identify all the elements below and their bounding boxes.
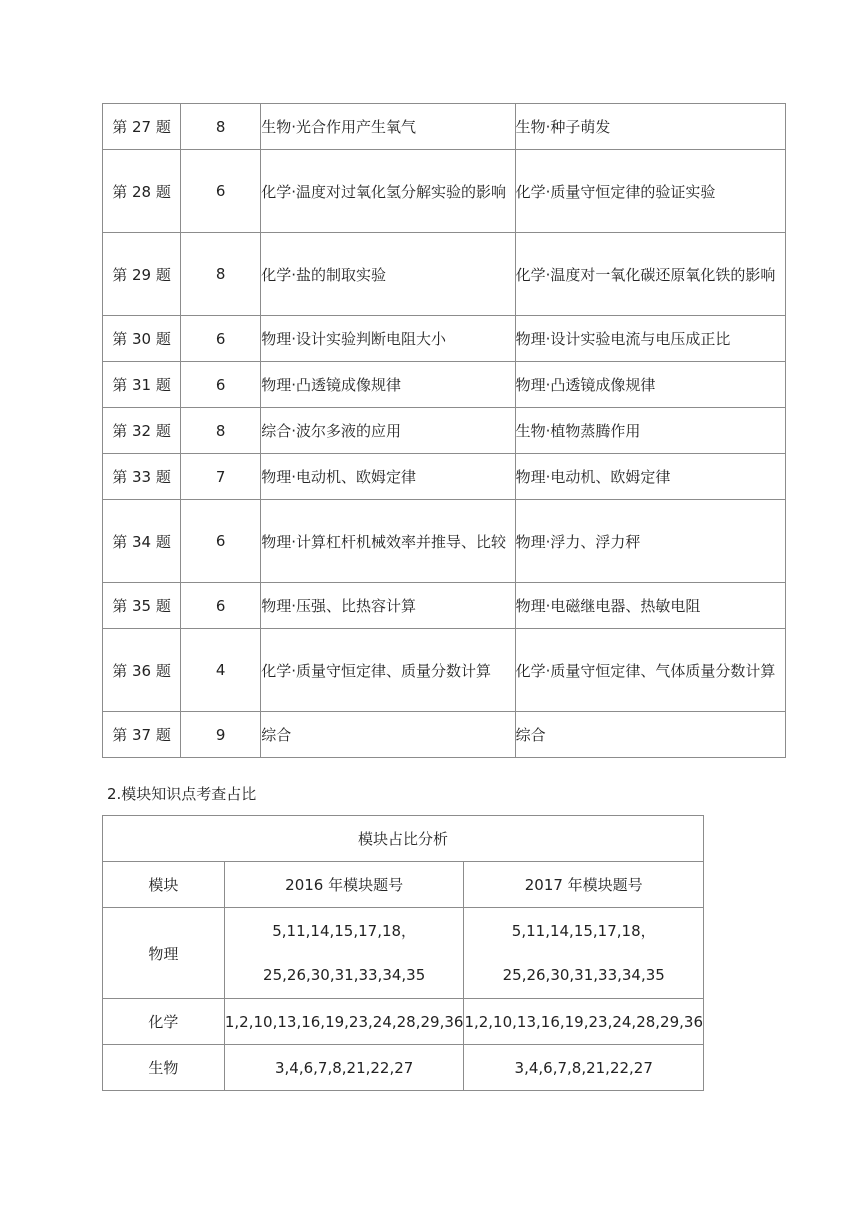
- topic-2016: 综合: [261, 712, 515, 758]
- table-row: [103, 454, 786, 500]
- question-number: 第 29 题: [103, 233, 181, 316]
- column-header-2016: 2016 年模块题号: [224, 862, 464, 908]
- table-row: [103, 104, 786, 150]
- score: 6: [181, 500, 261, 583]
- table-row: [103, 908, 704, 999]
- topic-2017: 化学·温度对一氧化碳还原氧化铁的影响: [515, 233, 785, 316]
- topic-2017: 生物·植物蒸腾作用: [515, 408, 785, 454]
- topic-2017: 化学·质量守恒定律、气体质量分数计算: [515, 629, 785, 712]
- table-row: [103, 1045, 704, 1091]
- numbers-line: 25,26,30,31,33,34,35: [502, 966, 665, 984]
- module-name: 物理: [103, 908, 225, 999]
- question-numbers-2016: [224, 908, 464, 999]
- topic-2017: 物理·浮力、浮力秤: [515, 500, 785, 583]
- table-title: 模块占比分析: [103, 816, 704, 862]
- table-row: [103, 583, 786, 629]
- numbers-line: 5,11,14,15,17,18，: [511, 922, 656, 940]
- topic-2016: 化学·温度对过氧化氢分解实验的影响: [261, 150, 515, 233]
- table-header-row: [103, 862, 704, 908]
- topic-2017: 生物·种子萌发: [515, 104, 785, 150]
- questions-table: [102, 103, 786, 758]
- table-row: [103, 629, 786, 712]
- topic-2016: 化学·质量守恒定律、质量分数计算: [261, 629, 515, 712]
- table-row: [103, 362, 786, 408]
- table-title-row: [103, 816, 704, 862]
- score: 6: [181, 362, 261, 408]
- table-row: [103, 999, 704, 1045]
- numbers-line: 5,11,14,15,17,18，: [272, 922, 417, 940]
- question-number: 第 33 题: [103, 454, 181, 500]
- question-number: 第 34 题: [103, 500, 181, 583]
- topic-2016: 化学·盐的制取实验: [261, 233, 515, 316]
- score: 6: [181, 583, 261, 629]
- table-row: [103, 712, 786, 758]
- score: 8: [181, 104, 261, 150]
- table-row: [103, 408, 786, 454]
- question-number: 第 32 题: [103, 408, 181, 454]
- question-number: 第 30 题: [103, 316, 181, 362]
- topic-2017: 物理·凸透镜成像规律: [515, 362, 785, 408]
- table-row: [103, 500, 786, 583]
- topic-2016: 物理·计算杠杆机械效率并推导、比较: [261, 500, 515, 583]
- topic-2016: 生物·光合作用产生氧气: [261, 104, 515, 150]
- table-row: [103, 150, 786, 233]
- numbers-line: 25,26,30,31,33,34,35: [263, 966, 426, 984]
- question-number: 第 28 题: [103, 150, 181, 233]
- topic-2017: 综合: [515, 712, 785, 758]
- score: 8: [181, 408, 261, 454]
- score: 6: [181, 316, 261, 362]
- score: 4: [181, 629, 261, 712]
- topic-2016: 物理·凸透镜成像规律: [261, 362, 515, 408]
- question-numbers-2016: 1,2,10,13,16,19,23,24,28,29,36: [224, 999, 464, 1045]
- question-numbers-2017: 3,4,6,7,8,21,22,27: [464, 1045, 704, 1091]
- question-numbers-2017: [464, 908, 704, 999]
- score: 9: [181, 712, 261, 758]
- module-table: [102, 815, 704, 1091]
- topic-2017: 化学·质量守恒定律的验证实验: [515, 150, 785, 233]
- question-number: 第 37 题: [103, 712, 181, 758]
- topic-2016: 物理·电动机、欧姆定律: [261, 454, 515, 500]
- topic-2017: 物理·电动机、欧姆定律: [515, 454, 785, 500]
- topic-2016: 物理·压强、比热容计算: [261, 583, 515, 629]
- column-header-2017: 2017 年模块题号: [464, 862, 704, 908]
- question-number: 第 31 题: [103, 362, 181, 408]
- score: 6: [181, 150, 261, 233]
- topic-2016: 综合·波尔多液的应用: [261, 408, 515, 454]
- topic-2017: 物理·设计实验电流与电压成正比: [515, 316, 785, 362]
- question-numbers-2017: 1,2,10,13,16,19,23,24,28,29,36: [464, 999, 704, 1045]
- question-number: 第 27 题: [103, 104, 181, 150]
- topic-2017: 物理·电磁继电器、热敏电阻: [515, 583, 785, 629]
- column-header-module: 模块: [103, 862, 225, 908]
- topic-2016: 物理·设计实验判断电阻大小: [261, 316, 515, 362]
- question-number: 第 36 题: [103, 629, 181, 712]
- question-number: 第 35 题: [103, 583, 181, 629]
- score: 8: [181, 233, 261, 316]
- module-name: 生物: [103, 1045, 225, 1091]
- section-heading: 2.模块知识点考查占比: [107, 785, 257, 803]
- table-row: [103, 316, 786, 362]
- module-name: 化学: [103, 999, 225, 1045]
- question-numbers-2016: 3,4,6,7,8,21,22,27: [224, 1045, 464, 1091]
- score: 7: [181, 454, 261, 500]
- table-row: [103, 233, 786, 316]
